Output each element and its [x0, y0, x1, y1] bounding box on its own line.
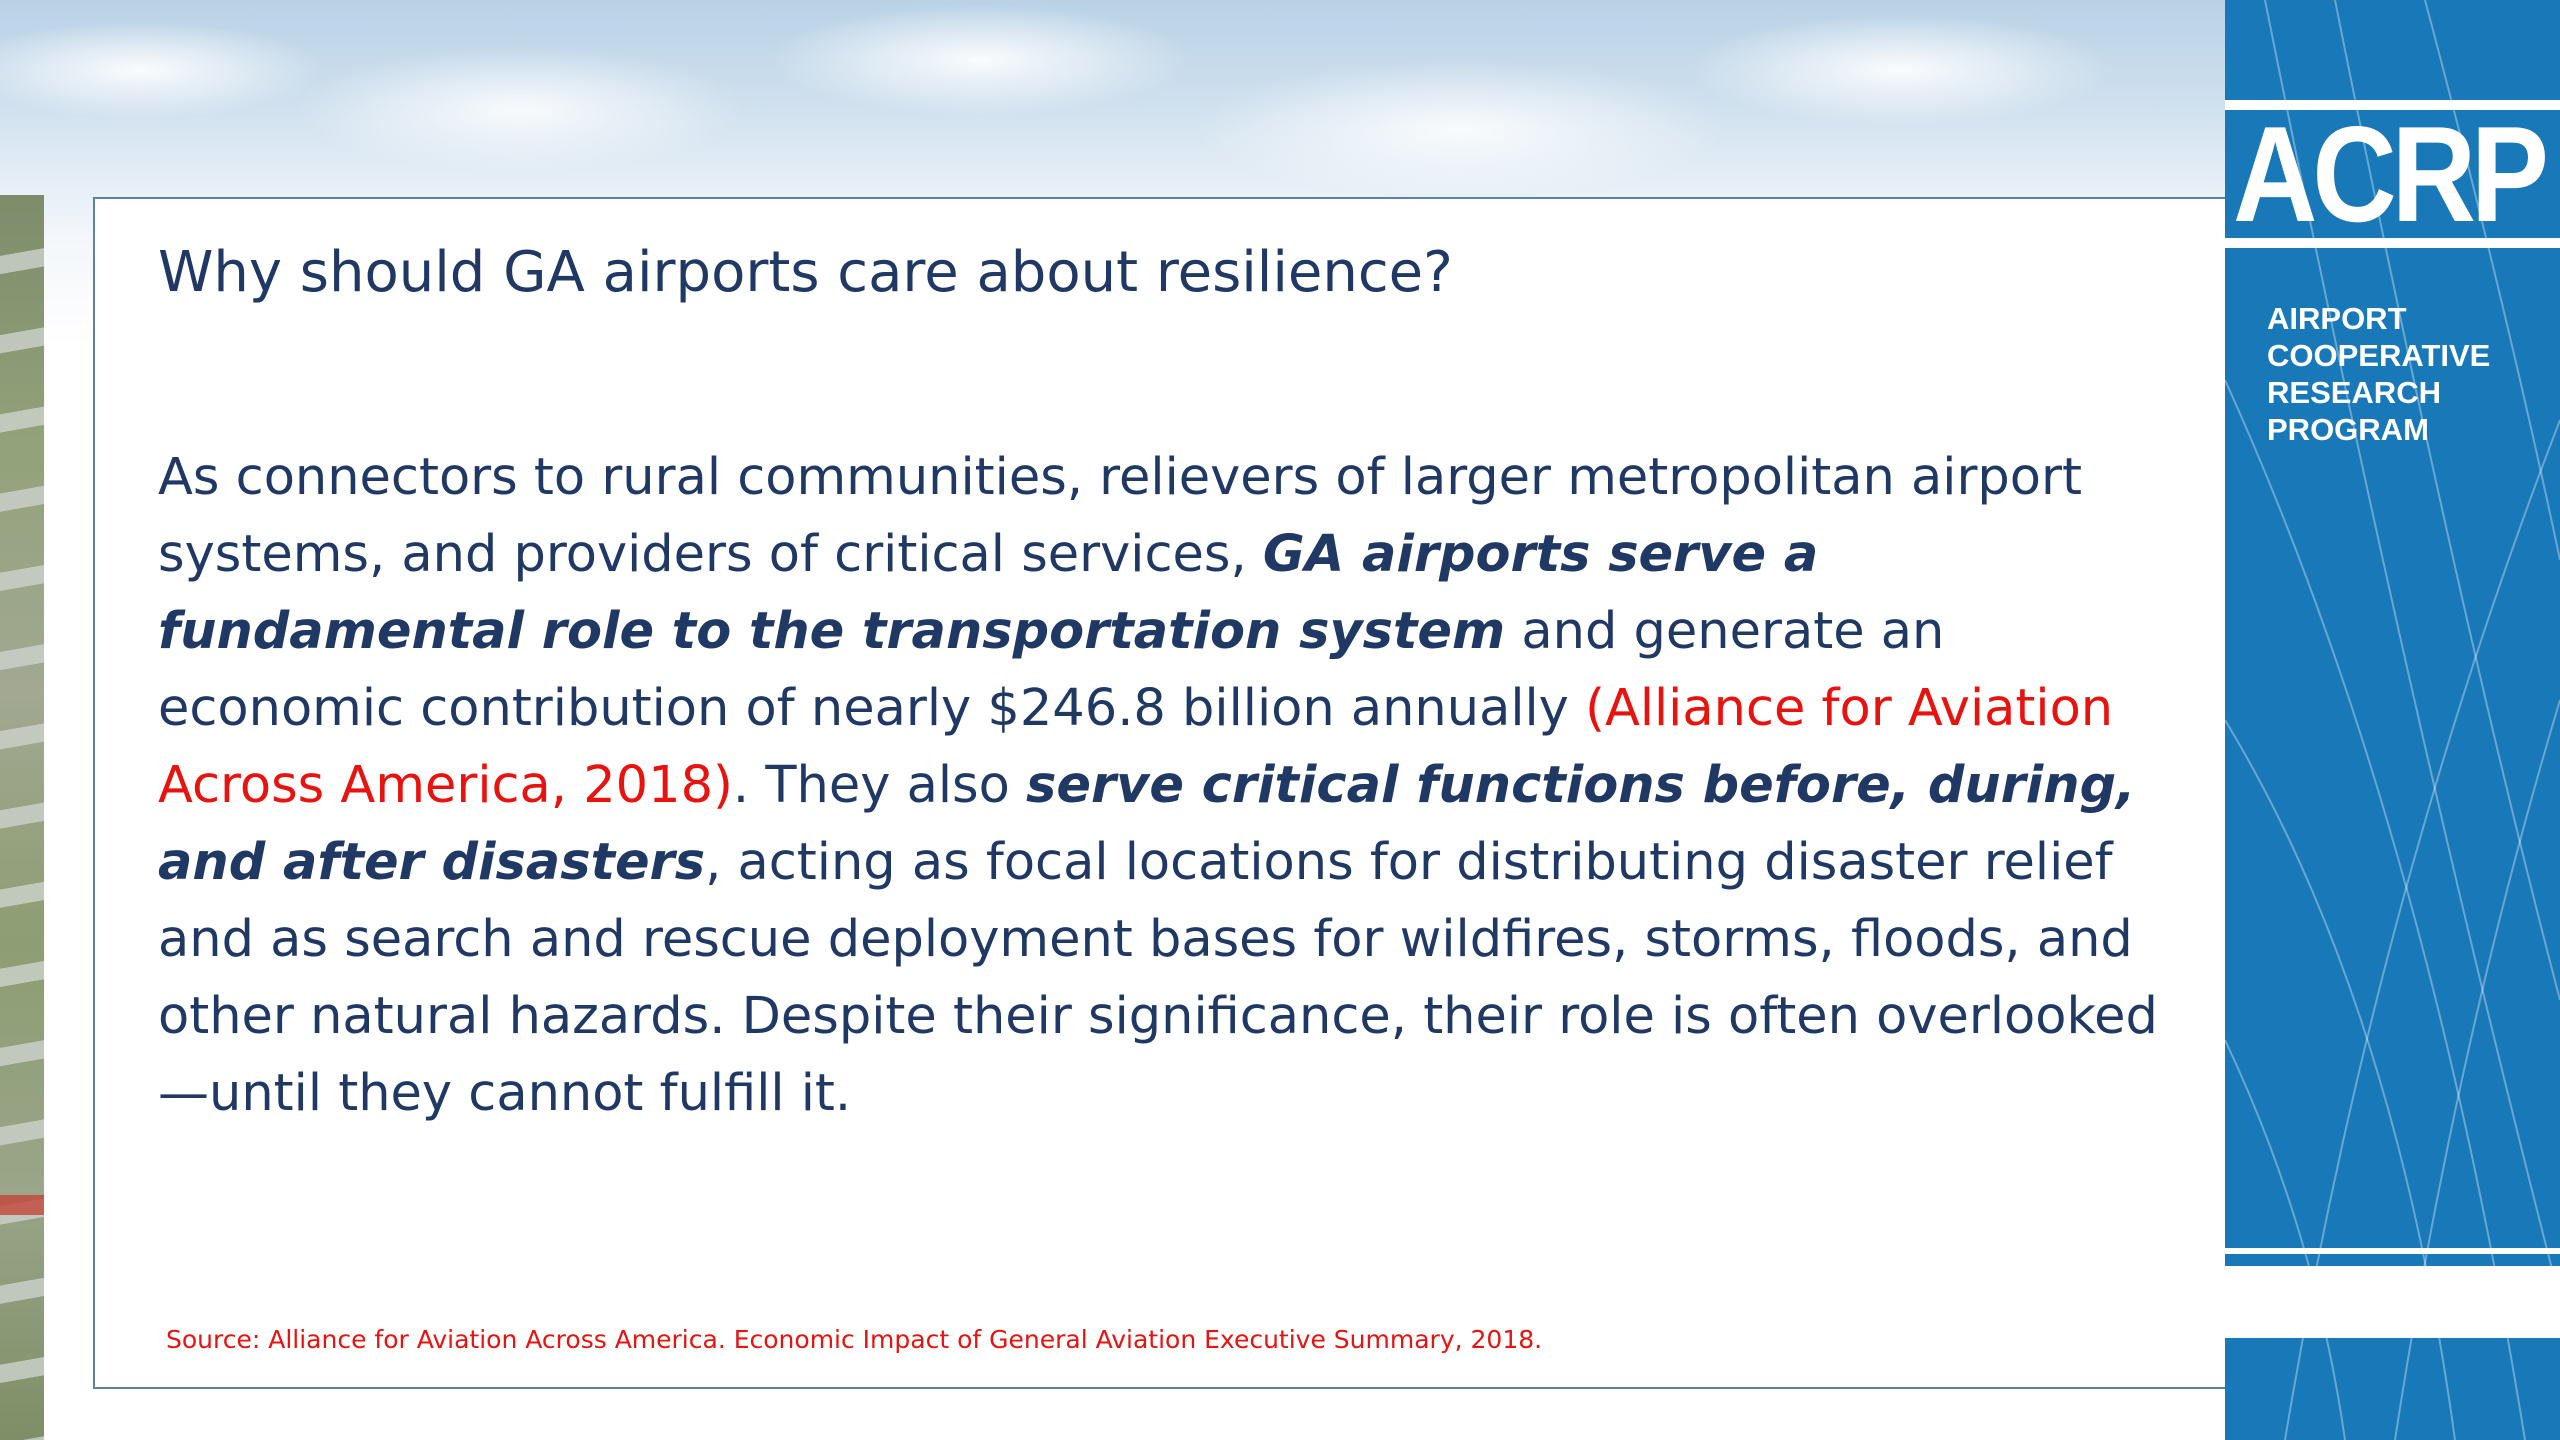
acrp-subtitle-line: AIRPORT — [2267, 301, 2407, 336]
slide-panel — [93, 197, 2225, 1389]
body-citation: (Alliance for Aviation Across America, 2018) — [158, 679, 2114, 815]
body-emphasis: serve critical functions before, during, and after disasters — [158, 756, 2136, 892]
aerial-airport-photo — [0, 195, 44, 1440]
acrp-brand-panel — [2225, 0, 2560, 1440]
slide-body-paragraph — [158, 439, 2198, 1132]
acrp-subtitle-line: RESEARCH — [2267, 375, 2441, 410]
body-text: , acting as focal locations for distributing disaster relief and as search and rescue deployment bases for wildfires, storms, floods, and other natural hazards. Despite their significance, their role is often overlooked—until they cannot fulfill it. — [158, 833, 2158, 1123]
acrp-subtitle-line: PROGRAM — [2267, 412, 2429, 447]
brand-band-bottom — [2225, 1266, 2560, 1338]
acrp-logo: ACRP — [2233, 98, 2544, 250]
acrp-subtitle-line: COOPERATIVE — [2267, 338, 2491, 373]
body-text: and generate an economic contribution of nearly $246.8 billion annually — [158, 602, 1945, 738]
body-text: As connectors to rural communities, relievers of larger metropolitan airport systems, and providers of critical services, — [158, 448, 2082, 584]
body-text: . They also — [732, 756, 1026, 815]
source-footnote: Source: Alliance for Aviation Across America. Economic Impact of General Aviation Executive Summary, 2018. — [166, 1325, 1543, 1354]
acrp-subtitle — [2267, 300, 2557, 448]
slide-title: Why should GA airports care about resilience? — [158, 240, 1453, 305]
body-emphasis: GA airports serve a fundamental role to the transportation system — [158, 525, 1819, 661]
sky-background — [0, 0, 2225, 230]
